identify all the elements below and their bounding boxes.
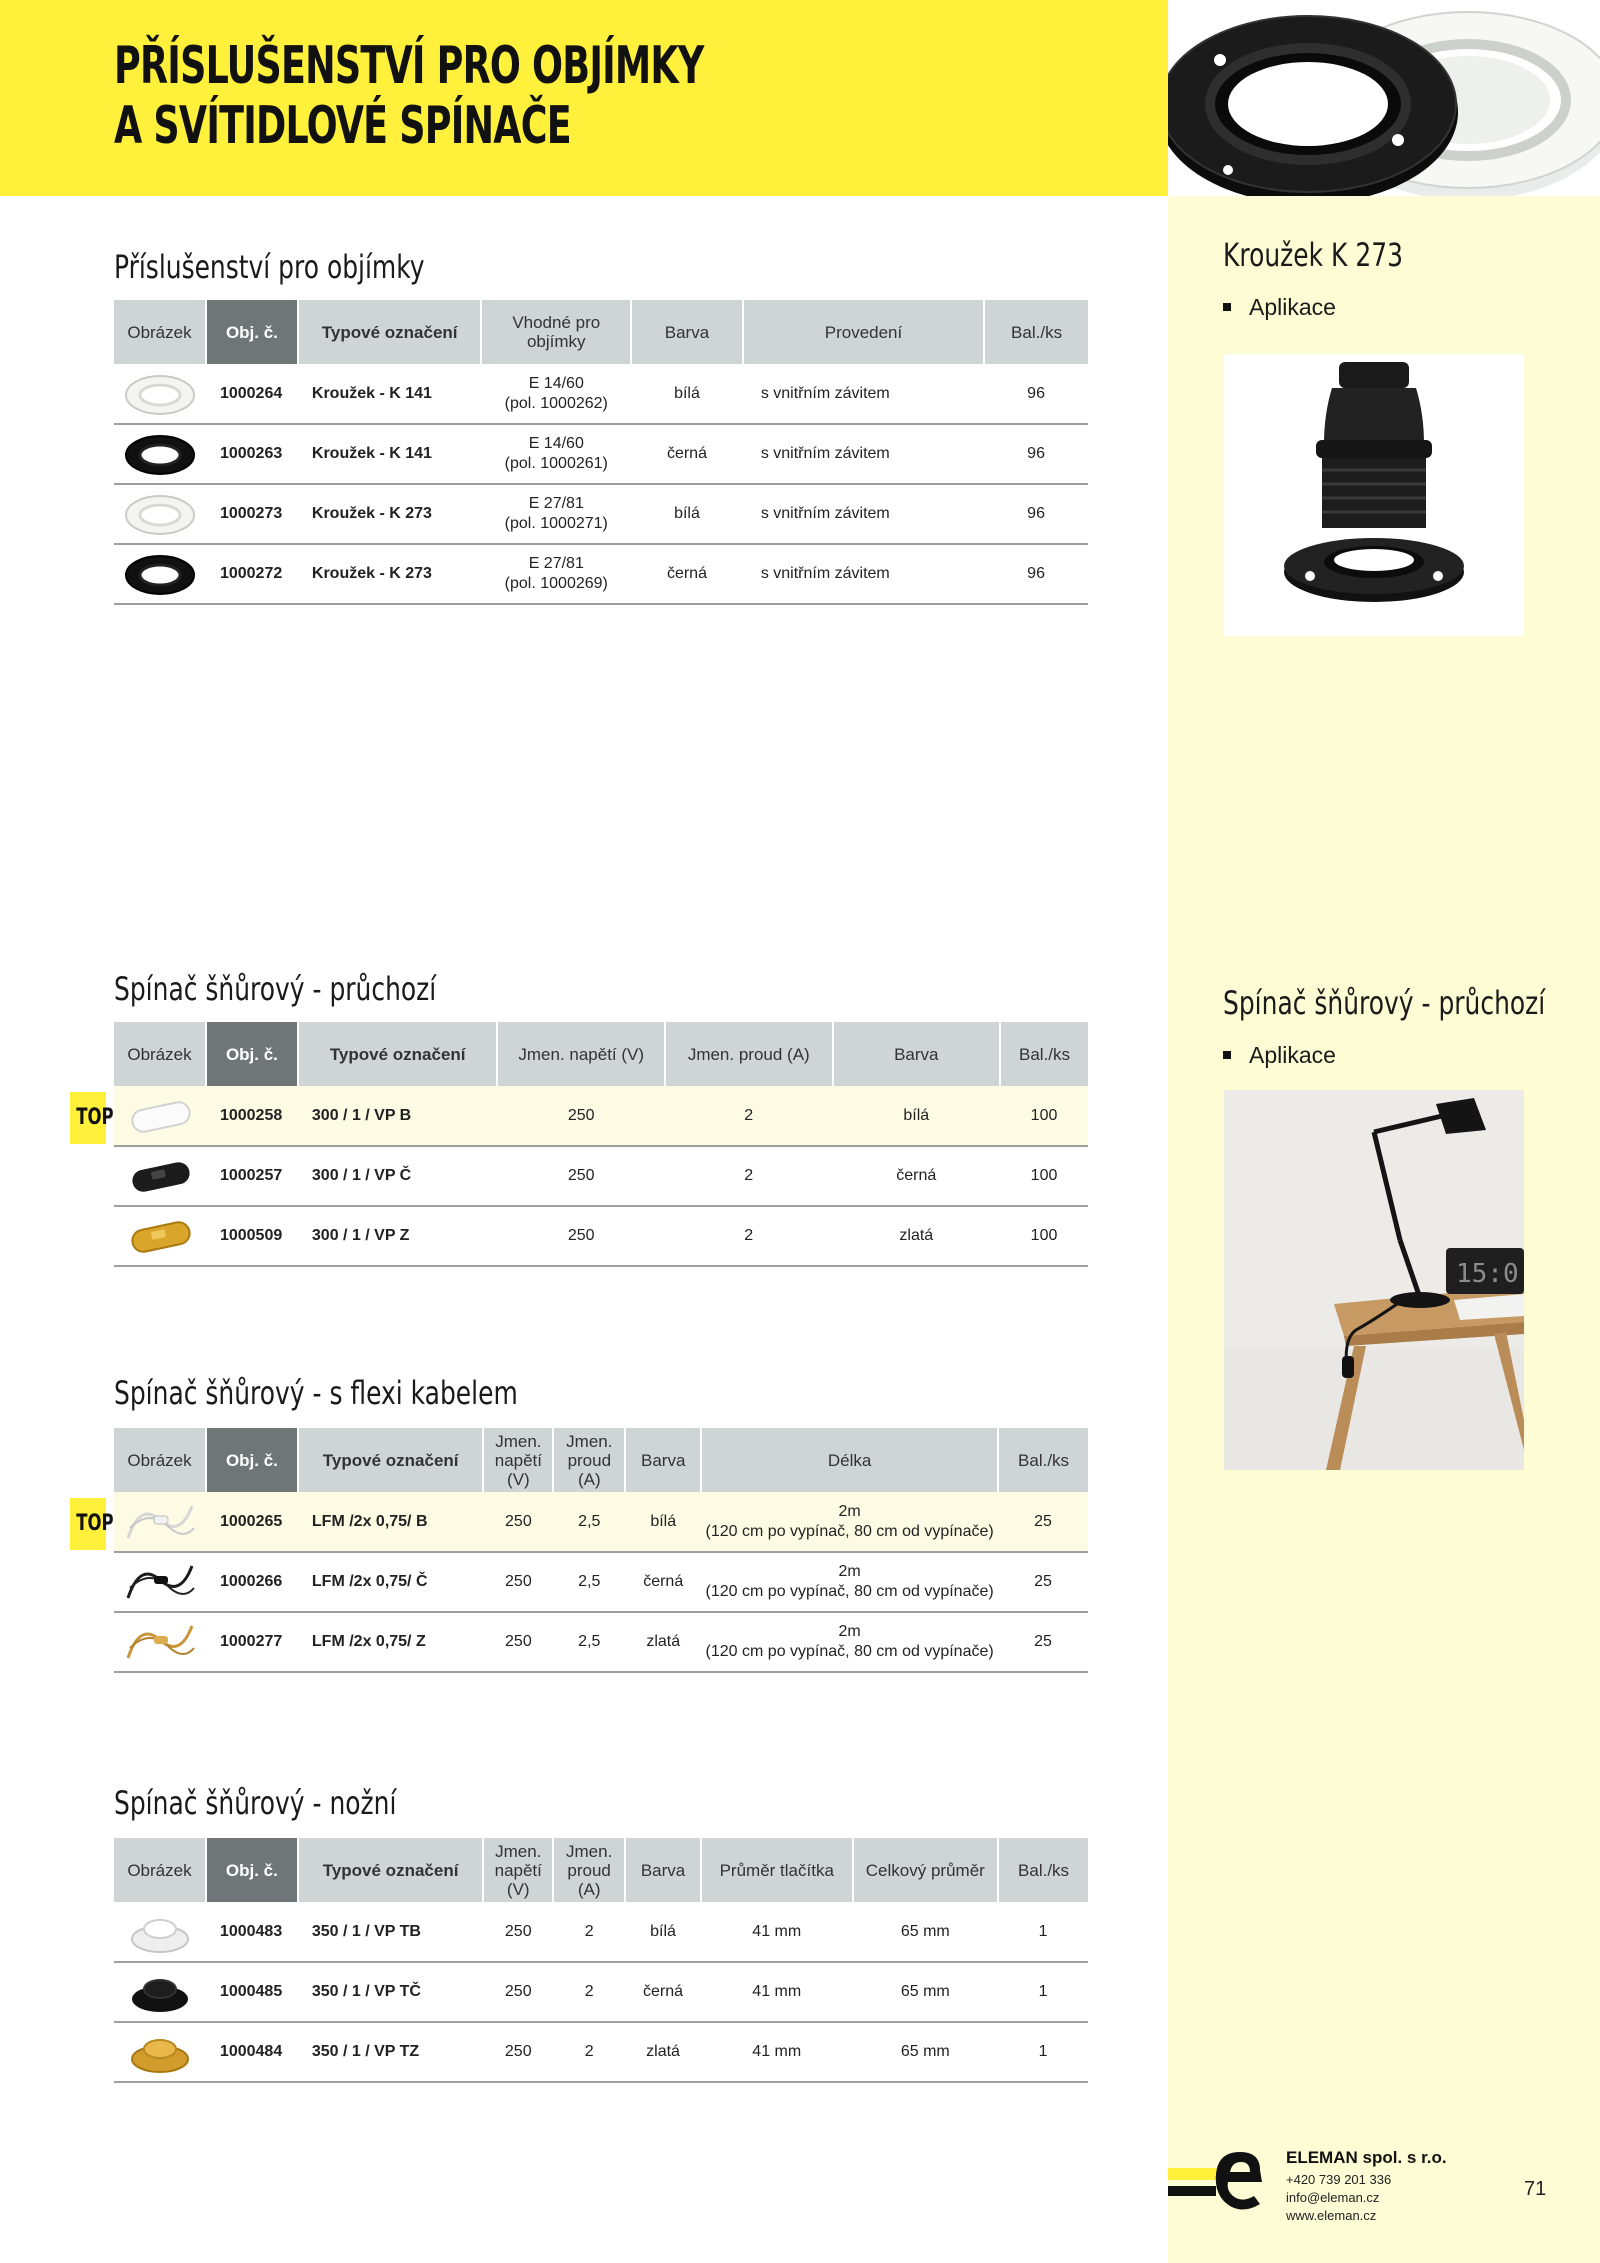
voltage-value: 250 (483, 1902, 553, 1962)
col-header: Bal./ks (984, 300, 1088, 364)
color-value: černá (625, 1552, 701, 1612)
current-value: 2 (553, 1962, 625, 2022)
pack-qty: 96 (984, 544, 1088, 604)
table-row (114, 424, 1088, 484)
voltage-value: 250 (497, 1146, 665, 1206)
col-header: Bal./ks (998, 1838, 1088, 1902)
table-row (114, 484, 1088, 544)
switch-white-icon (122, 1096, 198, 1136)
finish-value: s vnitřním závitem (743, 544, 984, 604)
order-code: 1000272 (206, 544, 298, 604)
col-header: Bal./ks (998, 1428, 1088, 1492)
col-header: Barva (625, 1428, 701, 1492)
table-row (114, 1206, 1088, 1266)
col-header: Celkový průměr (853, 1838, 999, 1902)
clock-readout: 15:0 (1456, 1259, 1519, 1289)
product-image (114, 544, 206, 604)
current-value: 2,5 (553, 1552, 625, 1612)
table-row (114, 1902, 1088, 1962)
current-value: 2 (665, 1086, 833, 1146)
pack-qty: 1 (998, 2022, 1088, 2082)
col-header: Jmen. proud (A) (553, 1838, 625, 1902)
col-header: Jmen. napětí (V) (483, 1428, 553, 1492)
type-designation: 350 / 1 / VP TB (298, 1902, 483, 1962)
photo-desk-lamp (1224, 1090, 1524, 1470)
col-header: Bal./ks (1000, 1022, 1088, 1086)
voltage-value: 250 (497, 1206, 665, 1266)
table-row (114, 364, 1088, 424)
current-value: 2 (553, 1902, 625, 1962)
current-value: 2,5 (553, 1612, 625, 1672)
page-title (114, 36, 894, 156)
col-header: Jmen. napětí (V) (497, 1022, 665, 1086)
col-header: Jmen. proud (A) (665, 1022, 833, 1086)
voltage-value: 250 (483, 1962, 553, 2022)
product-image (114, 424, 206, 484)
total-diameter: 65 mm (853, 1902, 999, 1962)
table-socket-accessories (114, 300, 1088, 605)
ring-white-icon (122, 371, 198, 417)
product-image (114, 1962, 206, 2022)
current-value: 2 (553, 2022, 625, 2082)
col-header: Barva (833, 1022, 1001, 1086)
bullet-square-icon (1223, 1051, 1231, 1059)
product-image (114, 1612, 206, 1672)
color-value: bílá (631, 484, 743, 544)
section-title-flexi-cable-switch: Spínač šňůrový - s flexi kabelem (114, 1374, 518, 1412)
fits-socket: E 14/60 (pol. 1000261) (481, 424, 631, 484)
col-header: Obrázek (114, 300, 206, 364)
voltage-value: 250 (483, 1612, 553, 1672)
type-designation: 300 / 1 / VP Z (298, 1206, 498, 1266)
product-image (114, 1902, 206, 1962)
color-value: černá (833, 1146, 1001, 1206)
col-header: Průměr tlačítka (701, 1838, 853, 1902)
table-row (114, 1962, 1088, 2022)
col-header: Jmen. napětí (V) (483, 1838, 553, 1902)
type-designation: Kroužek - K 141 (298, 424, 482, 484)
col-header: Obj. č. (206, 1838, 298, 1902)
eleman-logo-icon (1168, 2140, 1278, 2230)
section-title-inline-switch: Spínač šňůrový - průchozí (114, 970, 437, 1008)
order-code: 1000273 (206, 484, 298, 544)
pack-qty: 1 (998, 1902, 1088, 1962)
footer-email[interactable]: info@eleman.cz (1286, 2190, 1380, 2205)
table-row (114, 544, 1088, 604)
order-code: 1000263 (206, 424, 298, 484)
col-header: Délka (701, 1428, 998, 1492)
color-value: zlatá (833, 1206, 1001, 1266)
pack-qty: 25 (998, 1492, 1088, 1552)
pack-qty: 100 (1000, 1206, 1088, 1266)
fits-socket: E 14/60 (pol. 1000262) (481, 364, 631, 424)
type-designation: 300 / 1 / VP B (298, 1086, 498, 1146)
cable-gold-icon (120, 1618, 200, 1666)
footer-phone: +420 739 201 336 (1286, 2172, 1392, 2187)
col-header: Typové označení (298, 1428, 484, 1492)
product-image (114, 484, 206, 544)
col-header: Jmen. proud (A) (553, 1428, 625, 1492)
length-value: 2m (120 cm po vypínač, 80 cm od vypínače) (701, 1552, 998, 1612)
button-diameter: 41 mm (701, 1902, 853, 1962)
ring-black-icon (122, 551, 198, 597)
ring-black-icon (122, 431, 198, 477)
order-code: 1000484 (206, 2022, 298, 2082)
fits-socket: E 27/81 (pol. 1000271) (481, 484, 631, 544)
product-image (114, 1492, 206, 1552)
type-designation: LFM /2x 0,75/ Z (298, 1612, 484, 1672)
total-diameter: 65 mm (853, 2022, 999, 2082)
color-value: bílá (625, 1902, 701, 1962)
col-header: Provedení (743, 300, 984, 364)
product-image (114, 1086, 206, 1146)
type-designation: Kroužek - K 273 (298, 484, 482, 544)
type-designation: Kroužek - K 141 (298, 364, 482, 424)
pack-qty: 25 (998, 1612, 1088, 1672)
order-code: 1000265 (206, 1492, 298, 1552)
footer-company-name: ELEMAN spol. s r.o. (1286, 2148, 1447, 2167)
top-badge: TOP (70, 1498, 106, 1550)
color-value: černá (631, 544, 743, 604)
cable-white-icon (120, 1498, 200, 1546)
voltage-value: 250 (483, 1552, 553, 1612)
section-title-foot-switch: Spínač šňůrový - nožní (114, 1784, 397, 1822)
voltage-value: 250 (497, 1086, 665, 1146)
order-code: 1000257 (206, 1146, 298, 1206)
foot-switch-black-icon (125, 1969, 195, 2015)
bullet-square-icon (1223, 303, 1231, 311)
table-foot-switch (114, 1838, 1088, 2083)
section-title-socket-accessories: Příslušenství pro objímky (114, 248, 425, 286)
sidebar-bullet-application: Aplikace (1223, 1042, 1336, 1069)
type-designation: 300 / 1 / VP Č (298, 1146, 498, 1206)
order-code: 1000264 (206, 364, 298, 424)
pack-qty: 1 (998, 1962, 1088, 2022)
fits-socket: E 27/81 (pol. 1000269) (481, 544, 631, 604)
col-header: Typové označení (298, 1838, 483, 1902)
col-header: Obj. č. (206, 1428, 298, 1492)
col-header: Typové označení (298, 1022, 498, 1086)
foot-switch-gold-icon (125, 2029, 195, 2075)
table-row (114, 1146, 1088, 1206)
order-code: 1000509 (206, 1206, 298, 1266)
col-header: Obj. č. (206, 1022, 298, 1086)
col-header: Obrázek (114, 1838, 206, 1902)
col-header: Typové označení (298, 300, 482, 364)
current-value: 2 (665, 1146, 833, 1206)
sidebar-title-inline-switch: Spínač šňůrový - průchozí (1223, 984, 1546, 1022)
product-image (114, 1146, 206, 1206)
table-flexi-cable-switch (114, 1428, 1088, 1673)
col-header: Obrázek (114, 1428, 206, 1492)
color-value: černá (625, 1962, 701, 2022)
color-value: bílá (631, 364, 743, 424)
page-number: 71 (1524, 2178, 1547, 2200)
sidebar-bullet-application: Aplikace (1223, 294, 1336, 321)
order-code: 1000277 (206, 1612, 298, 1672)
type-designation: LFM /2x 0,75/ B (298, 1492, 484, 1552)
color-value: černá (631, 424, 743, 484)
current-value: 2,5 (553, 1492, 625, 1552)
col-header: Vhodné pro objímky (481, 300, 631, 364)
finish-value: s vnitřním závitem (743, 364, 984, 424)
finish-value: s vnitřním závitem (743, 424, 984, 484)
button-diameter: 41 mm (701, 1962, 853, 2022)
product-image (114, 364, 206, 424)
page-title-line-2: A SVÍTIDLOVÉ SPÍNAČE (114, 96, 571, 156)
page-title-line-1: PŘÍSLUŠENSTVÍ PRO OBJÍMKY (114, 36, 704, 96)
table-row (114, 1492, 1088, 1552)
ring-white-icon (122, 491, 198, 537)
length-value: 2m (120 cm po vypínač, 80 cm od vypínače) (701, 1612, 998, 1672)
pack-qty: 100 (1000, 1086, 1088, 1146)
color-value: bílá (625, 1492, 701, 1552)
sidebar-title-ring: Kroužek K 273 (1223, 236, 1403, 274)
voltage-value: 250 (483, 2022, 553, 2082)
type-designation: 350 / 1 / VP TČ (298, 1962, 483, 2022)
pack-qty: 96 (984, 364, 1088, 424)
product-image (114, 1552, 206, 1612)
length-value: 2m (120 cm po vypínač, 80 cm od vypínače) (701, 1492, 998, 1552)
col-header: Obj. č. (206, 300, 298, 364)
col-header: Barva (631, 300, 743, 364)
order-code: 1000258 (206, 1086, 298, 1146)
total-diameter: 65 mm (853, 1962, 999, 2022)
switch-black-icon (122, 1156, 198, 1196)
current-value: 2 (665, 1206, 833, 1266)
photo-lampholder-with-ring (1224, 354, 1524, 636)
table-row (114, 1612, 1088, 1672)
switch-gold-icon (122, 1216, 198, 1256)
pack-qty: 100 (1000, 1146, 1088, 1206)
pack-qty: 25 (998, 1552, 1088, 1612)
color-value: zlatá (625, 2022, 701, 2082)
cable-black-icon (120, 1558, 200, 1606)
button-diameter: 41 mm (701, 2022, 853, 2082)
hero-rings-image (1168, 0, 1600, 196)
table-row (114, 2022, 1088, 2082)
table-inline-switch (114, 1022, 1088, 1267)
pack-qty: 96 (984, 424, 1088, 484)
order-code: 1000266 (206, 1552, 298, 1612)
order-code: 1000483 (206, 1902, 298, 1962)
table-row (114, 1086, 1088, 1146)
foot-switch-white-icon (125, 1909, 195, 1955)
type-designation: 350 / 1 / VP TZ (298, 2022, 483, 2082)
type-designation: Kroužek - K 273 (298, 544, 482, 604)
finish-value: s vnitřním závitem (743, 484, 984, 544)
product-image (114, 2022, 206, 2082)
type-designation: LFM /2x 0,75/ Č (298, 1552, 484, 1612)
col-header: Obrázek (114, 1022, 206, 1086)
order-code: 1000485 (206, 1962, 298, 2022)
product-image (114, 1206, 206, 1266)
color-value: zlatá (625, 1612, 701, 1672)
table-row (114, 1552, 1088, 1612)
top-badge: TOP (70, 1092, 106, 1144)
col-header: Barva (625, 1838, 701, 1902)
color-value: bílá (833, 1086, 1001, 1146)
footer-web[interactable]: www.eleman.cz (1286, 2208, 1377, 2223)
pack-qty: 96 (984, 484, 1088, 544)
voltage-value: 250 (483, 1492, 553, 1552)
